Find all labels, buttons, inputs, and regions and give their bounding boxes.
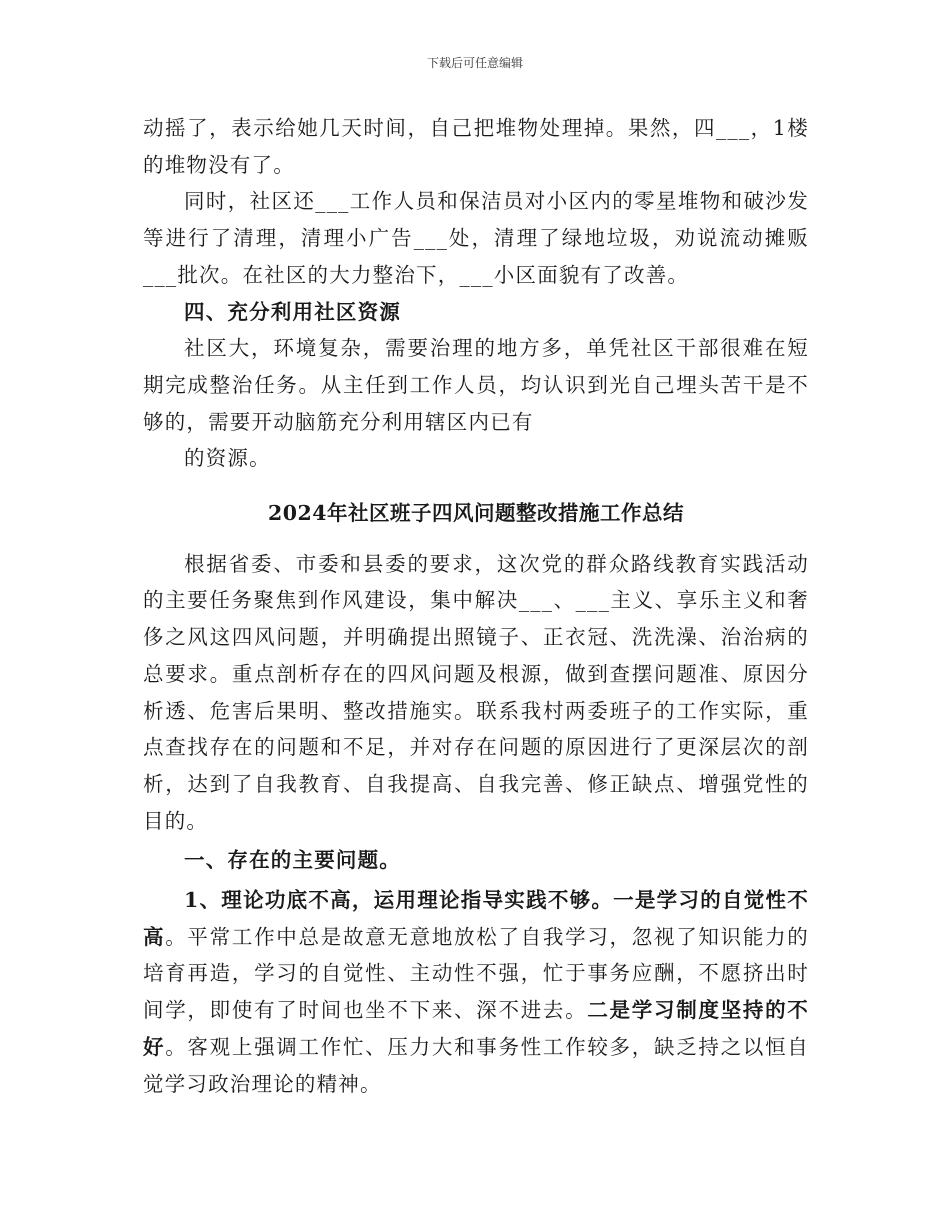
theory-text-1: 。平常工作中总是故意无意地放松了自我学习，忽视了知识能力的培育再造，学习的自觉性、主动性不强，忙于事务应酬，不愿挤出时间学，即使有了时间也坐不下来、深不进去。 <box>143 924 809 1023</box>
paragraph-theory <box>143 882 809 1102</box>
document-title: 2024年社区班子四风问题整改措施工作总结 <box>267 501 685 526</box>
theory-bold-lead: 1、理论功底不高，运用理论指导实践不够。一是学习的自觉性不高 <box>143 888 809 949</box>
document-body <box>143 110 809 1102</box>
page-header: 下载后可任意编辑 <box>426 56 523 70</box>
paragraph-resources-end: 的资源。 <box>184 446 271 471</box>
paragraph-intro: 根据省委、市委和县委的要求，这次党的群众路线教育实践活动的主要任务聚焦到作风建设，集中解决___、___主义、享乐主义和奢侈之风这四风问题，并明确提出照镜子、正衣冠、洗洗澡、治治病的总要求。重点剖析存在的四风问题及根源，做到查摆问题准、原因分析透、危害后果明、整改措施实。联系我村两委班子的工作实际，重点查找存在的问题和不足，并对存在问题的原因进行了更深层次的剖析，达到了自我教育、自我提高、自我完善、修正缺点、增强党性的目的。 <box>143 551 809 833</box>
paragraph-continuation: 动摇了，表示给她几天时间，自己把堆物处理掉。果然，四___，1楼的堆物没有了。 <box>143 116 809 177</box>
theory-bold-second: 二是学习制度坚持的不好 <box>143 998 809 1059</box>
theory-text-2: 。客观上强调工作忙、压力大和事务性工作较多，缺乏持之以恒自觉学习政治理论的精神。 <box>143 1034 809 1096</box>
paragraph-resources: 社区大，环境复杂，需要治理的地方多，单凭社区干部很难在短期完成整治任务。从主任到工作人员，均认识到光自己埋头苦干是不够的，需要开动脑筋充分利用辖区内已有 <box>143 336 809 434</box>
paragraph-cleanup: 同时，社区还___工作人员和保洁员对小区内的零星堆物和破沙发等进行了清理，清理小广告___处，清理了绿地垃圾，劝说流动摊贩___批次。在社区的大力整治下，___小区面貌有了改善。 <box>143 189 809 287</box>
section-heading-resources: 四、充分利用社区资源 <box>184 299 401 324</box>
section-heading-problems: 一、存在的主要问题。 <box>184 848 401 873</box>
